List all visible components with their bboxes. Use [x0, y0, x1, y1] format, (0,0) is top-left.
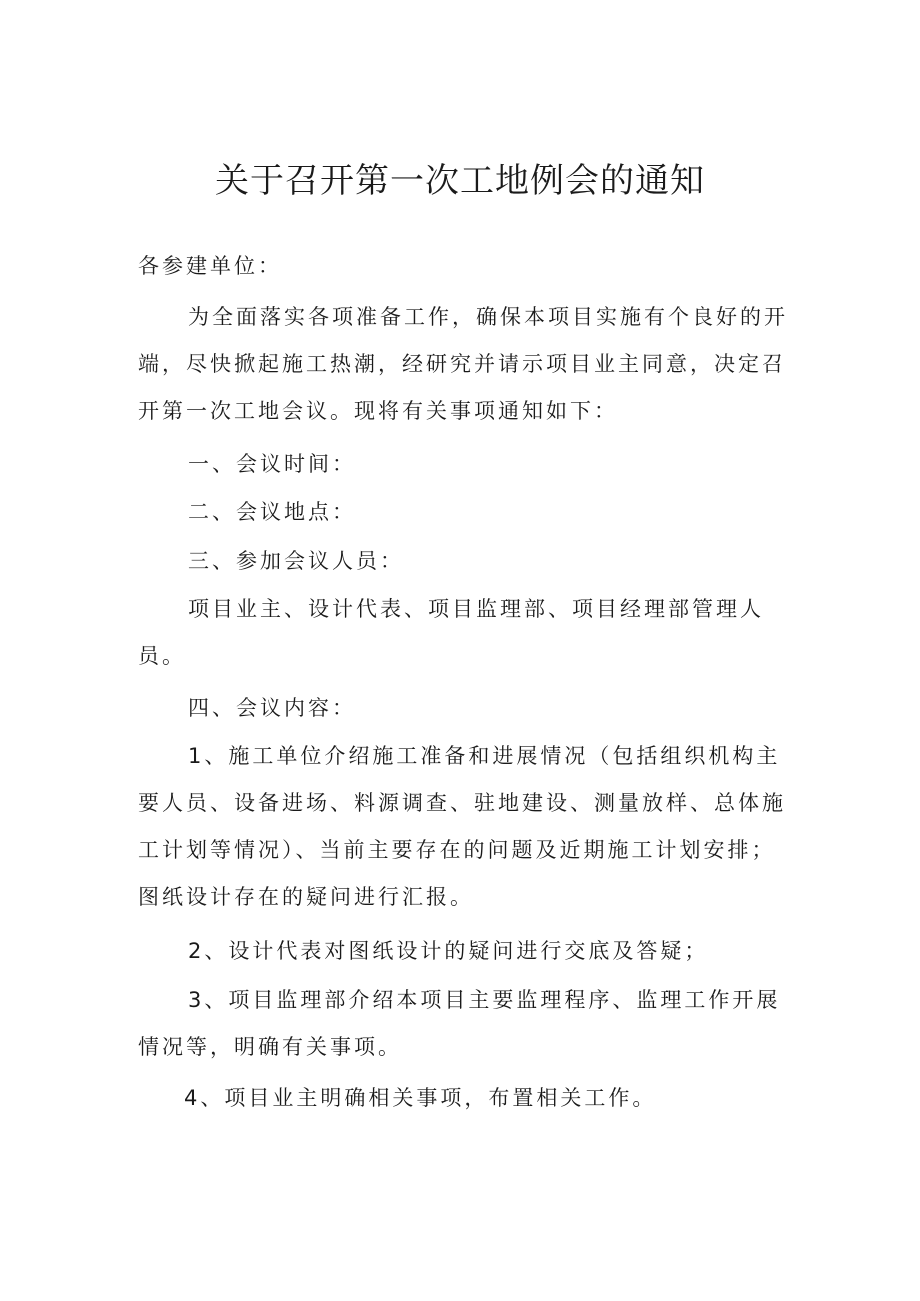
content-item-1-line-4: 图纸设计存在的疑问进行汇报。 [138, 885, 474, 909]
content-item-1-line-2: 要人员、设备进场、料源调查、驻地建设、测量放样、总体施 [138, 791, 786, 815]
section-meeting-content [138, 685, 778, 732]
document-title: 关于召开第一次工地例会的通知 [215, 161, 705, 201]
attendees-line-1: 项目业主、设计代表、项目监理部、项目经理部管理人 [188, 597, 764, 621]
attendees-paragraph [138, 586, 778, 680]
section-meeting-content-text: 四、会议内容： [188, 696, 356, 720]
intro-line-2: 端，尽快掀起施工热潮，经研究并请示项目业主同意，决定召 [138, 352, 786, 376]
content-item-1 [138, 733, 786, 921]
content-item-2-text: 2、设计代表对图纸设计的疑问进行交底及答疑； [188, 939, 709, 963]
content-item-1-line-1: 1、施工单位介绍施工准备和进展情况（包括组织机构主 [188, 744, 781, 768]
content-item-3-line-2: 情况等，明确有关事项。 [138, 1035, 402, 1059]
salutation-text: 各参建单位： [138, 254, 282, 278]
section-meeting-time [138, 441, 778, 488]
section-attendees-text: 三、参加会议人员： [188, 549, 404, 573]
content-item-3-line-1: 3、项目监理部介绍本项目主要监理程序、监理工作开展 [188, 988, 781, 1012]
content-item-4 [138, 1075, 778, 1122]
intro-line-3: 开第一次工地会议。现将有关事项通知如下： [138, 399, 618, 423]
section-meeting-place-text: 二、会议地点： [188, 500, 356, 524]
content-item-1-line-3: 工计划等情况）、当前主要存在的问题及近期施工计划安排； [138, 838, 776, 862]
salutation [138, 243, 778, 290]
attendees-line-2: 员。 [138, 644, 186, 668]
content-item-4-text: 4、项目业主明确相关事项，布置相关工作。 [184, 1086, 657, 1110]
section-meeting-place [138, 489, 778, 536]
section-attendees [138, 538, 778, 585]
content-item-2 [138, 928, 778, 975]
intro-paragraph [138, 294, 788, 435]
section-meeting-time-text: 一、会议时间： [188, 452, 356, 476]
intro-line-1: 为全面落实各项准备工作，确保本项目实施有个良好的开 [188, 305, 788, 329]
content-item-3 [138, 977, 781, 1071]
